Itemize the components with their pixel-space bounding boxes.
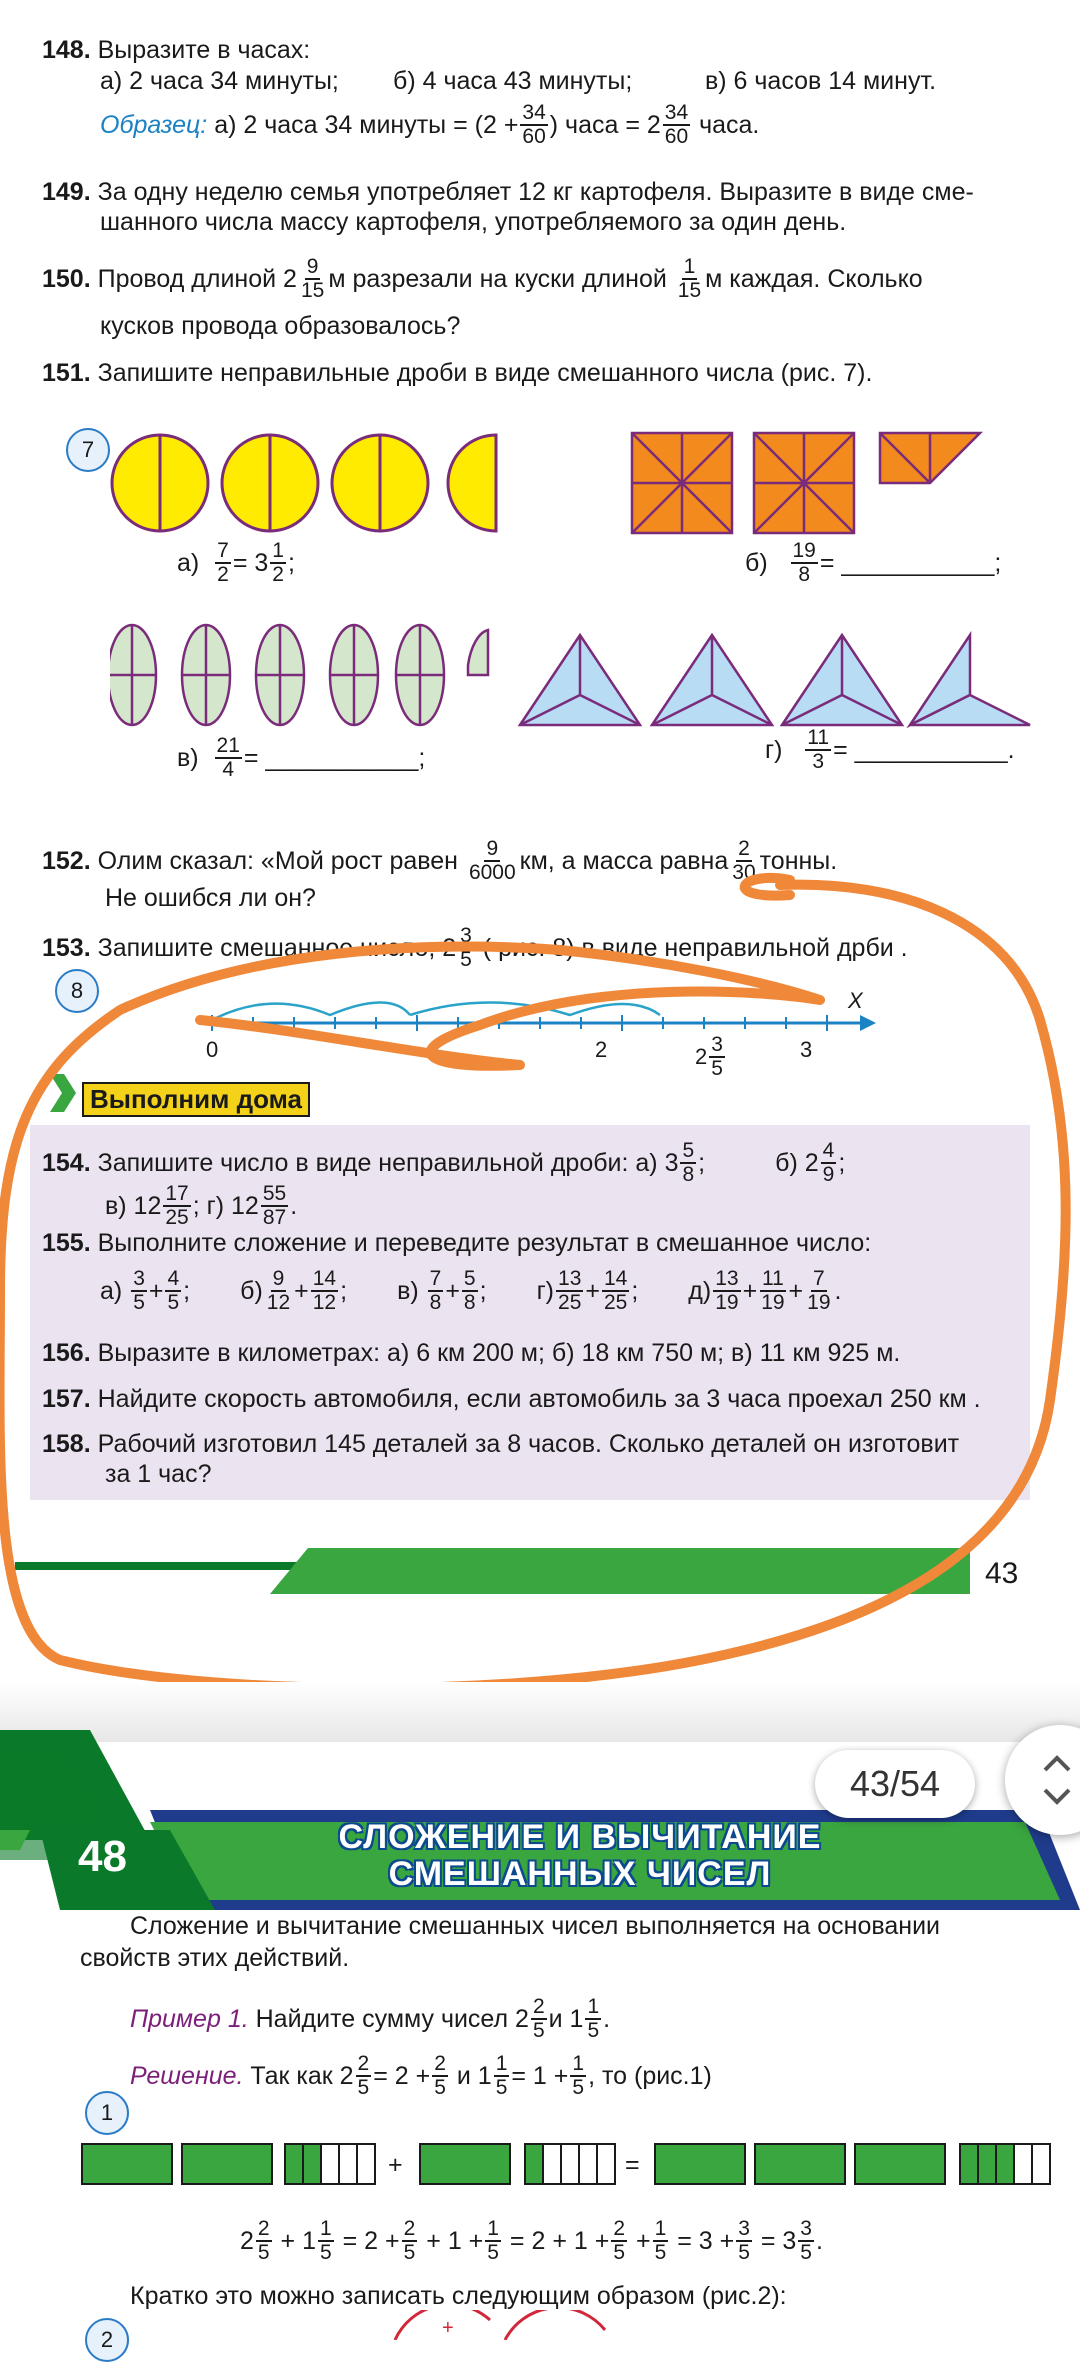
example-text: и 1 (548, 2005, 584, 2033)
fraction: $\frac{21}{4}$ (216, 734, 240, 781)
equation: = ___________; (819, 549, 1002, 577)
fraction: $\frac{3}{5}$ (800, 2217, 812, 2264)
problem-text: За одну неделю семья употребляет 12 кг картофеля. Выразите в виде сме- (97, 178, 974, 206)
fraction: $\frac{2}{5}$ (357, 2052, 370, 2099)
fraction: $\frac{9}{15}$ (300, 255, 325, 302)
label: в) (177, 744, 199, 772)
fraction: $\frac{2}{5}$ (613, 2217, 625, 2264)
fraction: $\frac{9}{6000}$ (468, 837, 516, 884)
problem-number: 155. (42, 1229, 91, 1257)
problem-number: 148. (42, 36, 91, 64)
equation: = ___________; (243, 744, 426, 772)
fraction: $\frac{14}{12}$ (312, 1267, 337, 1314)
tick-label-0: 0 (206, 1037, 219, 1062)
plus-mark: + (442, 2317, 454, 2339)
equals-sign: = (625, 2151, 640, 2179)
problem-148-b: б) 4 часа 43 минуты; (393, 67, 633, 95)
fraction: $\frac{5}{8}$ (682, 1139, 695, 1186)
figure-2-badge: 2 (85, 2318, 129, 2362)
solution-label: Решение. (130, 2062, 244, 2090)
fraction: $\frac{1}{15}$ (677, 255, 702, 302)
problem-text: Выразите в километрах: а) 6 км 200 м; б) 18 км 750 м; в) 11 км 925 м. (97, 1339, 901, 1367)
yellow-halves (112, 435, 496, 531)
item-label: г) (536, 1277, 555, 1305)
fraction: $\frac{4}{9}$ (822, 1139, 835, 1186)
fraction: $\frac{3}{5}$ (460, 924, 472, 971)
fraction: $\frac{9}{12}$ (266, 1267, 291, 1314)
problem-158-line2: за 1 час? (105, 1460, 212, 1488)
problem-148-sample (100, 102, 759, 148)
example-label: Пример 1. (130, 2005, 249, 2033)
fraction: $\frac{17}{25}$ (165, 1182, 189, 1229)
short-form-text: Кратко это можно записать следующим образом (рис.2): (130, 2282, 787, 2310)
section-number: 48 (78, 1832, 127, 1881)
figure-1-badge: 1 (85, 2091, 129, 2135)
figure-7-b (745, 540, 1001, 586)
punctuation: ; (287, 549, 295, 577)
fraction: $\frac{55}{87}$ (262, 1182, 287, 1229)
green-quarters (110, 625, 488, 725)
solution-text: , то (рис.1) (588, 2062, 712, 2090)
sample-text-3: часа. (699, 111, 760, 139)
fraction: $\frac{14}{25}$ (603, 1267, 628, 1314)
orange-eighths (632, 433, 980, 533)
section-intro-line1: Сложение и вычитание смешанных чисел выполняется на основании (130, 1912, 941, 1940)
fraction: $\frac{7}{2}$ (217, 539, 229, 586)
problem-150-line2: кусков провода образовалось? (100, 312, 461, 340)
problem-text: б) 2 (775, 1149, 819, 1177)
punctuation: ; (838, 1149, 846, 1177)
problem-text: м разрезали на куски длиной (328, 265, 667, 293)
mixed-number-label: 2 $\frac{3}{5}$ (695, 1033, 723, 1080)
fraction: $\frac{4}{5}$ (167, 1267, 180, 1314)
fraction: $\frac{3}{5}$ (738, 2217, 750, 2264)
fraction: $\frac{5}{8}$ (463, 1267, 476, 1314)
plus-sign: + (388, 2151, 403, 2179)
problem-number: 149. (42, 178, 91, 206)
fraction: $\frac{1}{5}$ (654, 2217, 667, 2264)
fraction: $\frac{2}{5}$ (434, 2052, 446, 2099)
fraction: $\frac{7}{19}$ (807, 1267, 831, 1314)
fraction: $\frac{1}{5}$ (320, 2217, 332, 2264)
half-circle (448, 435, 496, 531)
fraction: $\frac{2}{5}$ (532, 1995, 545, 2042)
problem-text: би . (865, 934, 908, 962)
figure-1-bars (80, 2142, 1065, 2188)
solution-text: = 2 + (373, 2062, 431, 2090)
problem-text: тонны. (759, 847, 838, 875)
problem-text: Запишите число в виде неправильной дроби: а) 3 (97, 1149, 679, 1177)
sample-text-2: ) часа = 2 (549, 111, 661, 139)
example-text: Найдите сумму чисел 2 (255, 2005, 529, 2033)
tick-label-2: 2 (595, 1037, 608, 1062)
problem-number: 157. (42, 1385, 91, 1413)
fraction: $\frac{19}{8}$ (792, 539, 816, 586)
punctuation: . (603, 2005, 611, 2033)
problem-148-header (42, 34, 310, 66)
label: а) (177, 549, 200, 577)
page-indicator[interactable]: 43/54 (815, 1750, 975, 1818)
problem-number: 152. (42, 847, 91, 875)
example-1 (130, 1996, 610, 2042)
tick-label-3: 3 (800, 1037, 813, 1062)
fraction: $\frac{13}{19}$ (715, 1267, 739, 1314)
problem-text: ( рис. 8) в виде неправильной др (482, 934, 866, 962)
fraction: $\frac{2}{5}$ (257, 2217, 270, 2264)
problem-number: 154. (42, 1149, 91, 1177)
section-title-line1: СЛОЖЕНИЕ И ВЫЧИТАНИЕ (338, 1818, 822, 1856)
problem-149-line1 (42, 176, 974, 208)
fraction: $\frac{1}{2}$ (272, 539, 284, 586)
fraction: $\frac{11}{19}$ (761, 1267, 785, 1314)
problem-text: Олим сказал: «Мой рост равен (97, 847, 458, 875)
problem-151 (42, 357, 872, 389)
problem-152-line2: Не ошибся ли он? (105, 884, 316, 912)
item-label: а) (100, 1277, 123, 1305)
problem-text: Провод длиной 2 (97, 265, 297, 293)
punctuation: ; (698, 1149, 706, 1177)
problem-text: Найдите скорость автомобиля, если автомобиль за 3 часа проехал 250 км . (97, 1385, 981, 1413)
problem-148-a: а) 2 часа 34 минуты; (100, 67, 339, 95)
handwritten-circle-annotation (0, 837, 1080, 1740)
problem-148-c: в) 6 часов 14 минут. (705, 67, 937, 95)
blue-thirds (520, 635, 1030, 725)
problem-text: Выполните сложение и переведите результат в смешанное число: (97, 1229, 872, 1257)
problem-text: Запишите смешанное число, 2 (97, 934, 457, 962)
problem-number: 153. (42, 934, 91, 962)
figure-7-a (177, 540, 295, 586)
problem-number: 156. (42, 1339, 91, 1367)
figure-8-badge: 8 (55, 969, 99, 1013)
fraction: $\frac{3}{5}$ (711, 1033, 723, 1080)
sample-text-1: а) 2 часа 34 минуты = (2 + (214, 111, 519, 139)
solution-text: = 1 + (511, 2062, 569, 2090)
figure-7-c (177, 735, 425, 781)
page-scroll-control[interactable] (1005, 1725, 1080, 1835)
problem-text: ; г) 12 (192, 1192, 259, 1220)
section-intro-line2: свойств этих действий. (80, 1944, 350, 1972)
equation: = 3 (232, 549, 269, 577)
problem-number: 158. (42, 1430, 91, 1458)
sample-label: Образец: (100, 111, 208, 139)
fraction: $\frac{34}{60}$ (522, 101, 546, 148)
figure-2-partial (390, 2310, 620, 2340)
problem-150-line1 (42, 256, 923, 302)
fraction: $\frac{1}{5}$ (487, 2217, 499, 2264)
label: г) (765, 736, 783, 764)
problem-text: Запишите неправильные дроби в виде смешанного числа (рис. 7). (97, 359, 873, 387)
problem-155-items: а) $\frac{3}{5}$ + $\frac{4}{5}$ ; б) $\frac{9}{12}$ + $\frac{14}{12}$ ; в) $\frac{7}{8}$ + $\frac{5}{8}$ ; г) $\frac{13}{25}$ + $\frac{14}{25}$ ; д) $\frac{13}{19}$ + $\frac{11}{19}$ + $\frac{7}{19}$ . (100, 1267, 842, 1314)
problem-text: км, а масса равна (519, 847, 729, 875)
problem-149-line2: шанного числа массу картофеля, употребляемого за один день. (100, 208, 847, 236)
problem-number: 151. (42, 359, 91, 387)
fraction: $\frac{34}{60}$ (664, 101, 689, 148)
figure-7-d (765, 727, 1015, 773)
page-number: 43 (985, 1557, 1019, 1590)
axis-label: X (848, 988, 863, 1013)
fraction: $\frac{1}{5}$ (572, 2052, 585, 2099)
problem-text: Выразите в часах: (97, 36, 311, 64)
fraction: $\frac{3}{5}$ (133, 1267, 145, 1314)
item-label: б) (240, 1277, 263, 1305)
fraction: $\frac{1}{5}$ (587, 1995, 600, 2042)
section-title-line2: СМЕШАННЫХ ЧИСЕЛ (388, 1855, 772, 1893)
label: б) (745, 549, 768, 577)
fraction: $\frac{2}{5}$ (403, 2217, 416, 2264)
solution-equation: 2 $\frac{2}{5}$ + 1 $\frac{1}{5}$ = 2 + $\frac{2}{5}$ + 1 + $\frac{1}{5}$ = 2 + 1 + $\frac{2}{5}$ + $\frac{1}{5}$ = 3 + $\frac{3}{5}$ = 3 $\frac{3}{5}$ . (240, 2217, 823, 2264)
fraction: $\frac{2}{30}$ (732, 837, 756, 884)
quarter-oval (468, 630, 488, 675)
problem-text: м каждая. Сколько (705, 265, 923, 293)
figure-7-badge: 7 (66, 428, 110, 472)
homework-label: Выполним дома (82, 1082, 310, 1117)
problem-number: 150. (42, 265, 91, 293)
fraction: $\frac{1}{5}$ (495, 2052, 508, 2099)
punctuation: . (290, 1192, 298, 1220)
item-label: в) (397, 1277, 419, 1305)
item-label: д) (688, 1277, 712, 1305)
solution-text: и 1 (456, 2062, 492, 2090)
fraction: $\frac{7}{8}$ (429, 1267, 442, 1314)
problem-text: Рабочий изготовил 145 деталей за 8 часов. Сколько деталей он изготовит (97, 1430, 960, 1458)
solution (130, 2053, 712, 2099)
fraction: $\frac{11}{3}$ (807, 726, 830, 773)
equation: = ___________. (833, 736, 1015, 764)
chevron-up-down-icon[interactable] (1005, 1725, 1080, 1835)
solution-text: Так как 2 (250, 2062, 354, 2090)
fraction: $\frac{13}{25}$ (558, 1267, 582, 1314)
problem-text: в) 12 (105, 1192, 162, 1220)
